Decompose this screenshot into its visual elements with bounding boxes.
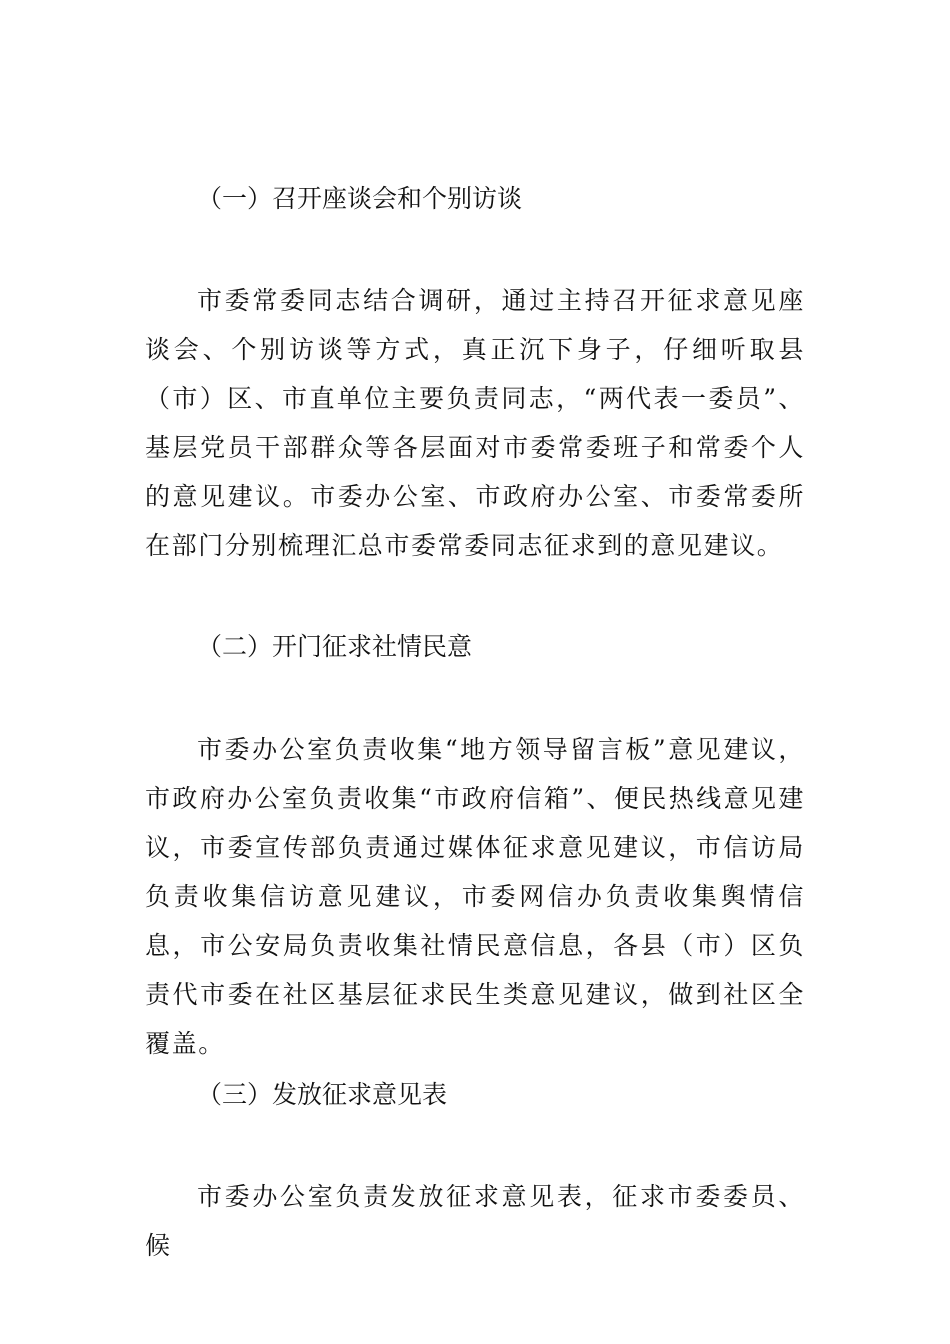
section-heading-3: （三）发放征求意见表 (197, 1080, 448, 1109)
section-paragraph-2: 市委办公室负责收集“地方领导留言板”意见建议，市政府办公室负责收集“市政府信箱”、便民热线意见建议，市委宣传部负责通过媒体征求意见建议，市信访局负责收集信访意见建议，市委网信办负责收集舆情信息，市公安局负责收集社情民意信息，各县（市）区负责代市委在社区基层征求民生类意见建议，做到社区全覆盖。 (145, 735, 805, 1058)
section-paragraph-3: 市委办公室负责发放征求意见表，征求市委委员、候 (145, 1182, 805, 1260)
section-paragraph-1: 市委常委同志结合调研，通过主持召开征求意见座谈会、个别访谈等方式，真正沉下身子，仔细听取县（市）区、市直单位主要负责同志，“两代表一委员”、基层党员干部群众等各层面对市委常委班子和常委个人的意见建议。市委办公室、市政府办公室、市委常委所在部门分别梳理汇总市委常委同志征求到的意见建议。 (145, 286, 805, 560)
section-heading-2: （二）开门征求社情民意 (197, 632, 473, 661)
section-heading-1: （一）召开座谈会和个别访谈 (197, 184, 523, 213)
